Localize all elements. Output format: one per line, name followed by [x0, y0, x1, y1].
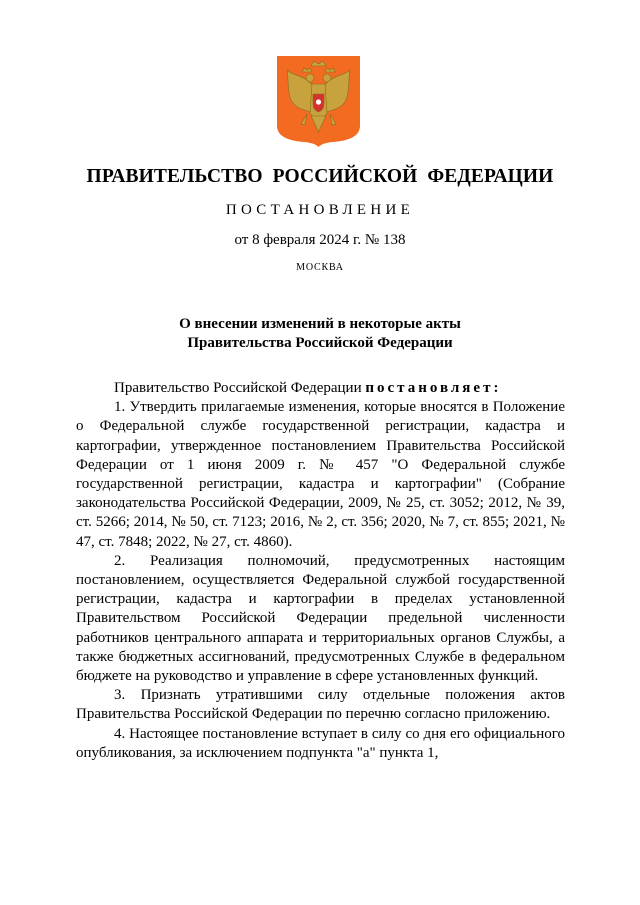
paragraph-item-4: 4. Настоящее постановление вступает в силу со дня его официального опубликования, за исключением подпункта "а" пункта 1, [76, 725, 565, 761]
subject-line-2: Правительства Российской Федерации [187, 335, 453, 351]
intro-paragraph [76, 379, 565, 398]
subject-line-1: О внесении изменений в некоторые акты [179, 316, 461, 332]
intro-resolves: постановляет: [365, 380, 502, 396]
document-date-number: от 8 февраля 2024 г. № 138 [234, 232, 406, 248]
org-title: ПРАВИТЕЛЬСТВО РОССИЙСКОЙ ФЕДЕРАЦИИ [86, 166, 554, 187]
paragraph-item-3: 3. Признать утратившими силу отдельные положения актов Правительства Российской Федерации по перечню согласно приложению. [76, 687, 565, 723]
paragraph-item-1: 1. Утвердить прилагаемые изменения, которые вносятся в Положение о Федеральной службе государственной регистрации, кадастра и картографии, утвержденное постановлением Правительства Российской Федерации от 1 июня 2009 г. № 457 "О Федеральной службе государственной регистрации, кадастра и картографии" (Собрание законодательства Российской Федерации, 2009, № 25, ст. 3052; 2012, № 39, ст. 5266; 2014, № 50, ст. 7123; 2016, № 2, ст. 356; 2020, № 7, ст. 855; 2021, № 47, ст. 7848; 2022, № 27, ст. 4860). [76, 399, 565, 550]
coat-of-arms-icon [277, 56, 360, 147]
intro-text: Правительство Российской Федерации [114, 380, 366, 396]
document-body [76, 379, 565, 763]
document-type: ПОСТАНОВЛЕНИЕ [225, 202, 415, 218]
document-subject [80, 315, 560, 353]
document-city: МОСКВА [296, 262, 344, 273]
paragraph-item-2: 2. Реализация полномочий, предусмотренных настоящим постановлением, осуществляется Федеральной службой государственной регистрации, кадастра и картографии в пределах установленной Правительством Российской Федерации предельной численности работников центрального аппарата и территориальных органов Службы, а также бюджетных ассигнований, предусмотренных Службе в федеральном бюджете на руководство и управление в сфере установленных функций. [76, 552, 565, 685]
